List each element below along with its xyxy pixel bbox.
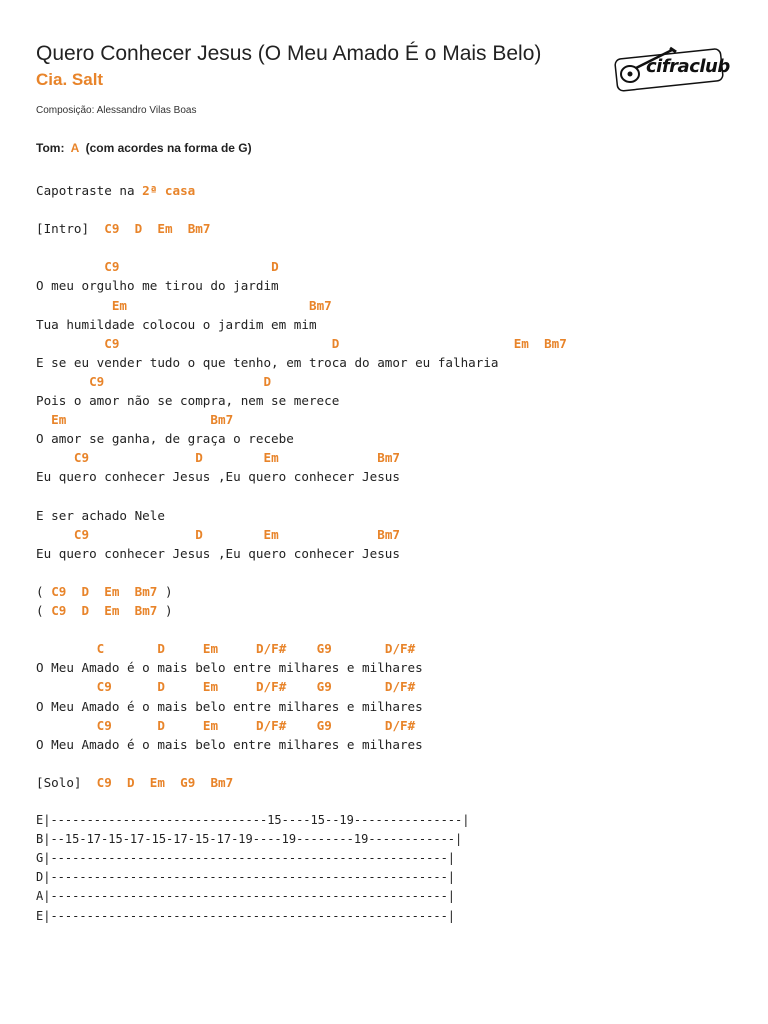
tom-line [36, 141, 252, 155]
chord[interactable]: D [157, 717, 165, 733]
chord[interactable]: C9 [96, 774, 112, 790]
lyric-line: O amor se ganha, de graça o recebe [36, 431, 294, 447]
chord[interactable]: Bm7 [308, 297, 332, 313]
chord[interactable]: Bm7 [544, 335, 567, 351]
tab-line: A|-------------------------------------------------------| [36, 889, 456, 904]
lyric-line: Pois o amor não se compra, nem se merece [36, 393, 340, 409]
chord[interactable]: C9 [104, 221, 120, 237]
chord[interactable]: C9 [89, 373, 105, 389]
bracket-text: ) [164, 583, 173, 599]
chord[interactable]: D [81, 603, 90, 619]
lyric-line: O Meu Amado é o mais belo entre milhares e milhares [36, 660, 423, 676]
chord-line [36, 296, 567, 315]
composer-credit: Composição: Alessandro Vilas Boas [36, 105, 197, 116]
chord[interactable]: D [195, 526, 203, 542]
chord[interactable]: C9 [96, 679, 112, 695]
chord[interactable]: Em [202, 641, 219, 657]
lyric-line: Eu quero conhecer Jesus ,Eu quero conhecer Jesus [36, 545, 400, 561]
chord[interactable]: G9 [316, 717, 332, 733]
blank-line [36, 754, 567, 773]
chord[interactable]: Em [202, 679, 219, 695]
chord-line [36, 257, 567, 276]
lyric-line: Eu quero conhecer Jesus ,Eu quero conhecer Jesus [36, 469, 400, 485]
lyric-line: O Meu Amado é o mais belo entre milhares e milhares [36, 736, 423, 752]
chord[interactable]: Em [104, 583, 120, 599]
tab-line: B|--15-17-15-17-15-17-15-17-19----19--------19------------| [36, 832, 463, 847]
chord-line [36, 716, 567, 735]
chord[interactable]: D [127, 774, 135, 790]
bracket-text: ( [36, 583, 44, 599]
chord[interactable]: D [195, 450, 203, 466]
bracket-text: ) [164, 603, 173, 619]
chord[interactable]: Bm7 [187, 221, 211, 237]
chord[interactable]: Em [157, 221, 173, 237]
chord-line [36, 639, 567, 658]
chord[interactable]: Bm7 [134, 583, 158, 599]
chord-line [36, 677, 567, 696]
chord[interactable]: D [263, 373, 272, 389]
logo-text: cifraclub [646, 56, 730, 77]
song-title: Quero Conhecer Jesus (O Meu Amado É o Mais Belo) [36, 42, 542, 65]
chord-sheet [36, 181, 567, 926]
cifraclub-logo[interactable] [612, 44, 730, 92]
chord[interactable]: C9 [73, 526, 90, 542]
chord-line [36, 372, 567, 391]
chord[interactable]: C9 [96, 717, 112, 733]
tom-note: (com acordes na forma de G) [85, 141, 252, 155]
lyric-line: Tua humildade colocou o jardim em mim [36, 316, 317, 332]
chord[interactable]: D [331, 335, 340, 351]
chord[interactable]: Em [149, 774, 165, 790]
chord[interactable]: D/F# [255, 679, 287, 695]
blank-line [36, 487, 567, 506]
blank-line [36, 200, 567, 219]
capo-label: Capotraste na [36, 183, 143, 198]
chord[interactable]: G9 [180, 774, 196, 790]
chord[interactable]: C9 [104, 335, 120, 351]
chord[interactable]: Bm7 [210, 774, 234, 790]
chord[interactable]: D/F# [384, 641, 416, 657]
bracket-text: ( [36, 603, 44, 619]
section-label: [Solo] [36, 774, 97, 790]
chord-line [36, 525, 567, 544]
lyric-line: E se eu vender tudo o que tenho, em troca do amor eu falharia [36, 354, 499, 370]
tab-line: G|-------------------------------------------------------| [36, 851, 456, 866]
chord[interactable]: D/F# [384, 717, 416, 733]
chord[interactable]: D [271, 259, 279, 275]
blank-line [36, 792, 567, 811]
chord[interactable]: G9 [316, 641, 332, 657]
capo-line [36, 181, 567, 200]
chord[interactable]: D/F# [255, 717, 287, 733]
chord[interactable]: G9 [316, 679, 332, 695]
chord[interactable]: D [157, 641, 165, 657]
chord[interactable]: D [81, 583, 90, 599]
chord[interactable]: D/F# [255, 641, 287, 657]
intro-line [36, 219, 567, 238]
lyric-line: O meu orgulho me tirou do jardim [36, 278, 279, 294]
chord[interactable]: Bm7 [210, 412, 234, 428]
capo-value[interactable]: 2ª casa [142, 183, 196, 198]
solo-line [36, 773, 567, 792]
chord[interactable]: C9 [73, 450, 90, 466]
chord[interactable]: D [157, 679, 165, 695]
chord[interactable]: Bm7 [377, 450, 401, 466]
chord[interactable]: C9 [51, 583, 67, 599]
chord[interactable]: Em [513, 335, 529, 351]
chord-line [36, 448, 567, 467]
chord[interactable]: Bm7 [134, 603, 158, 619]
chord[interactable]: Em [202, 717, 219, 733]
chord[interactable]: Em [111, 297, 127, 313]
artist-name[interactable]: Cia. Salt [36, 70, 104, 89]
tab-line: E|-------------------------------------------------------| [36, 908, 456, 923]
chord-group-line [36, 601, 567, 620]
chord[interactable]: Em [263, 450, 279, 466]
chord[interactable]: Bm7 [377, 526, 401, 542]
chord[interactable]: C9 [51, 603, 67, 619]
chord[interactable]: Em [51, 412, 67, 428]
tab-line: D|-------------------------------------------------------| [36, 870, 456, 885]
chord-line [36, 334, 567, 353]
chord-group-line [36, 582, 567, 601]
chord[interactable]: C [96, 641, 105, 657]
section-label: [Intro] [36, 221, 105, 237]
tom-key[interactable]: A [70, 141, 79, 155]
tab-line: E|------------------------------15----15--19---------------| [36, 813, 470, 828]
lyric-line: E ser achado Nele [36, 507, 165, 523]
tom-label: Tom: [36, 141, 65, 155]
chord[interactable]: D [134, 221, 143, 237]
lyric-line: O Meu Amado é o mais belo entre milhares e milhares [36, 698, 423, 714]
blank-line [36, 620, 567, 639]
chord[interactable]: Em [263, 526, 279, 542]
blank-line [36, 563, 567, 582]
chord[interactable]: Em [104, 603, 120, 619]
blank-line [36, 238, 567, 257]
chord-line [36, 410, 567, 429]
chord[interactable]: D/F# [384, 679, 416, 695]
chord[interactable]: C9 [104, 259, 120, 275]
